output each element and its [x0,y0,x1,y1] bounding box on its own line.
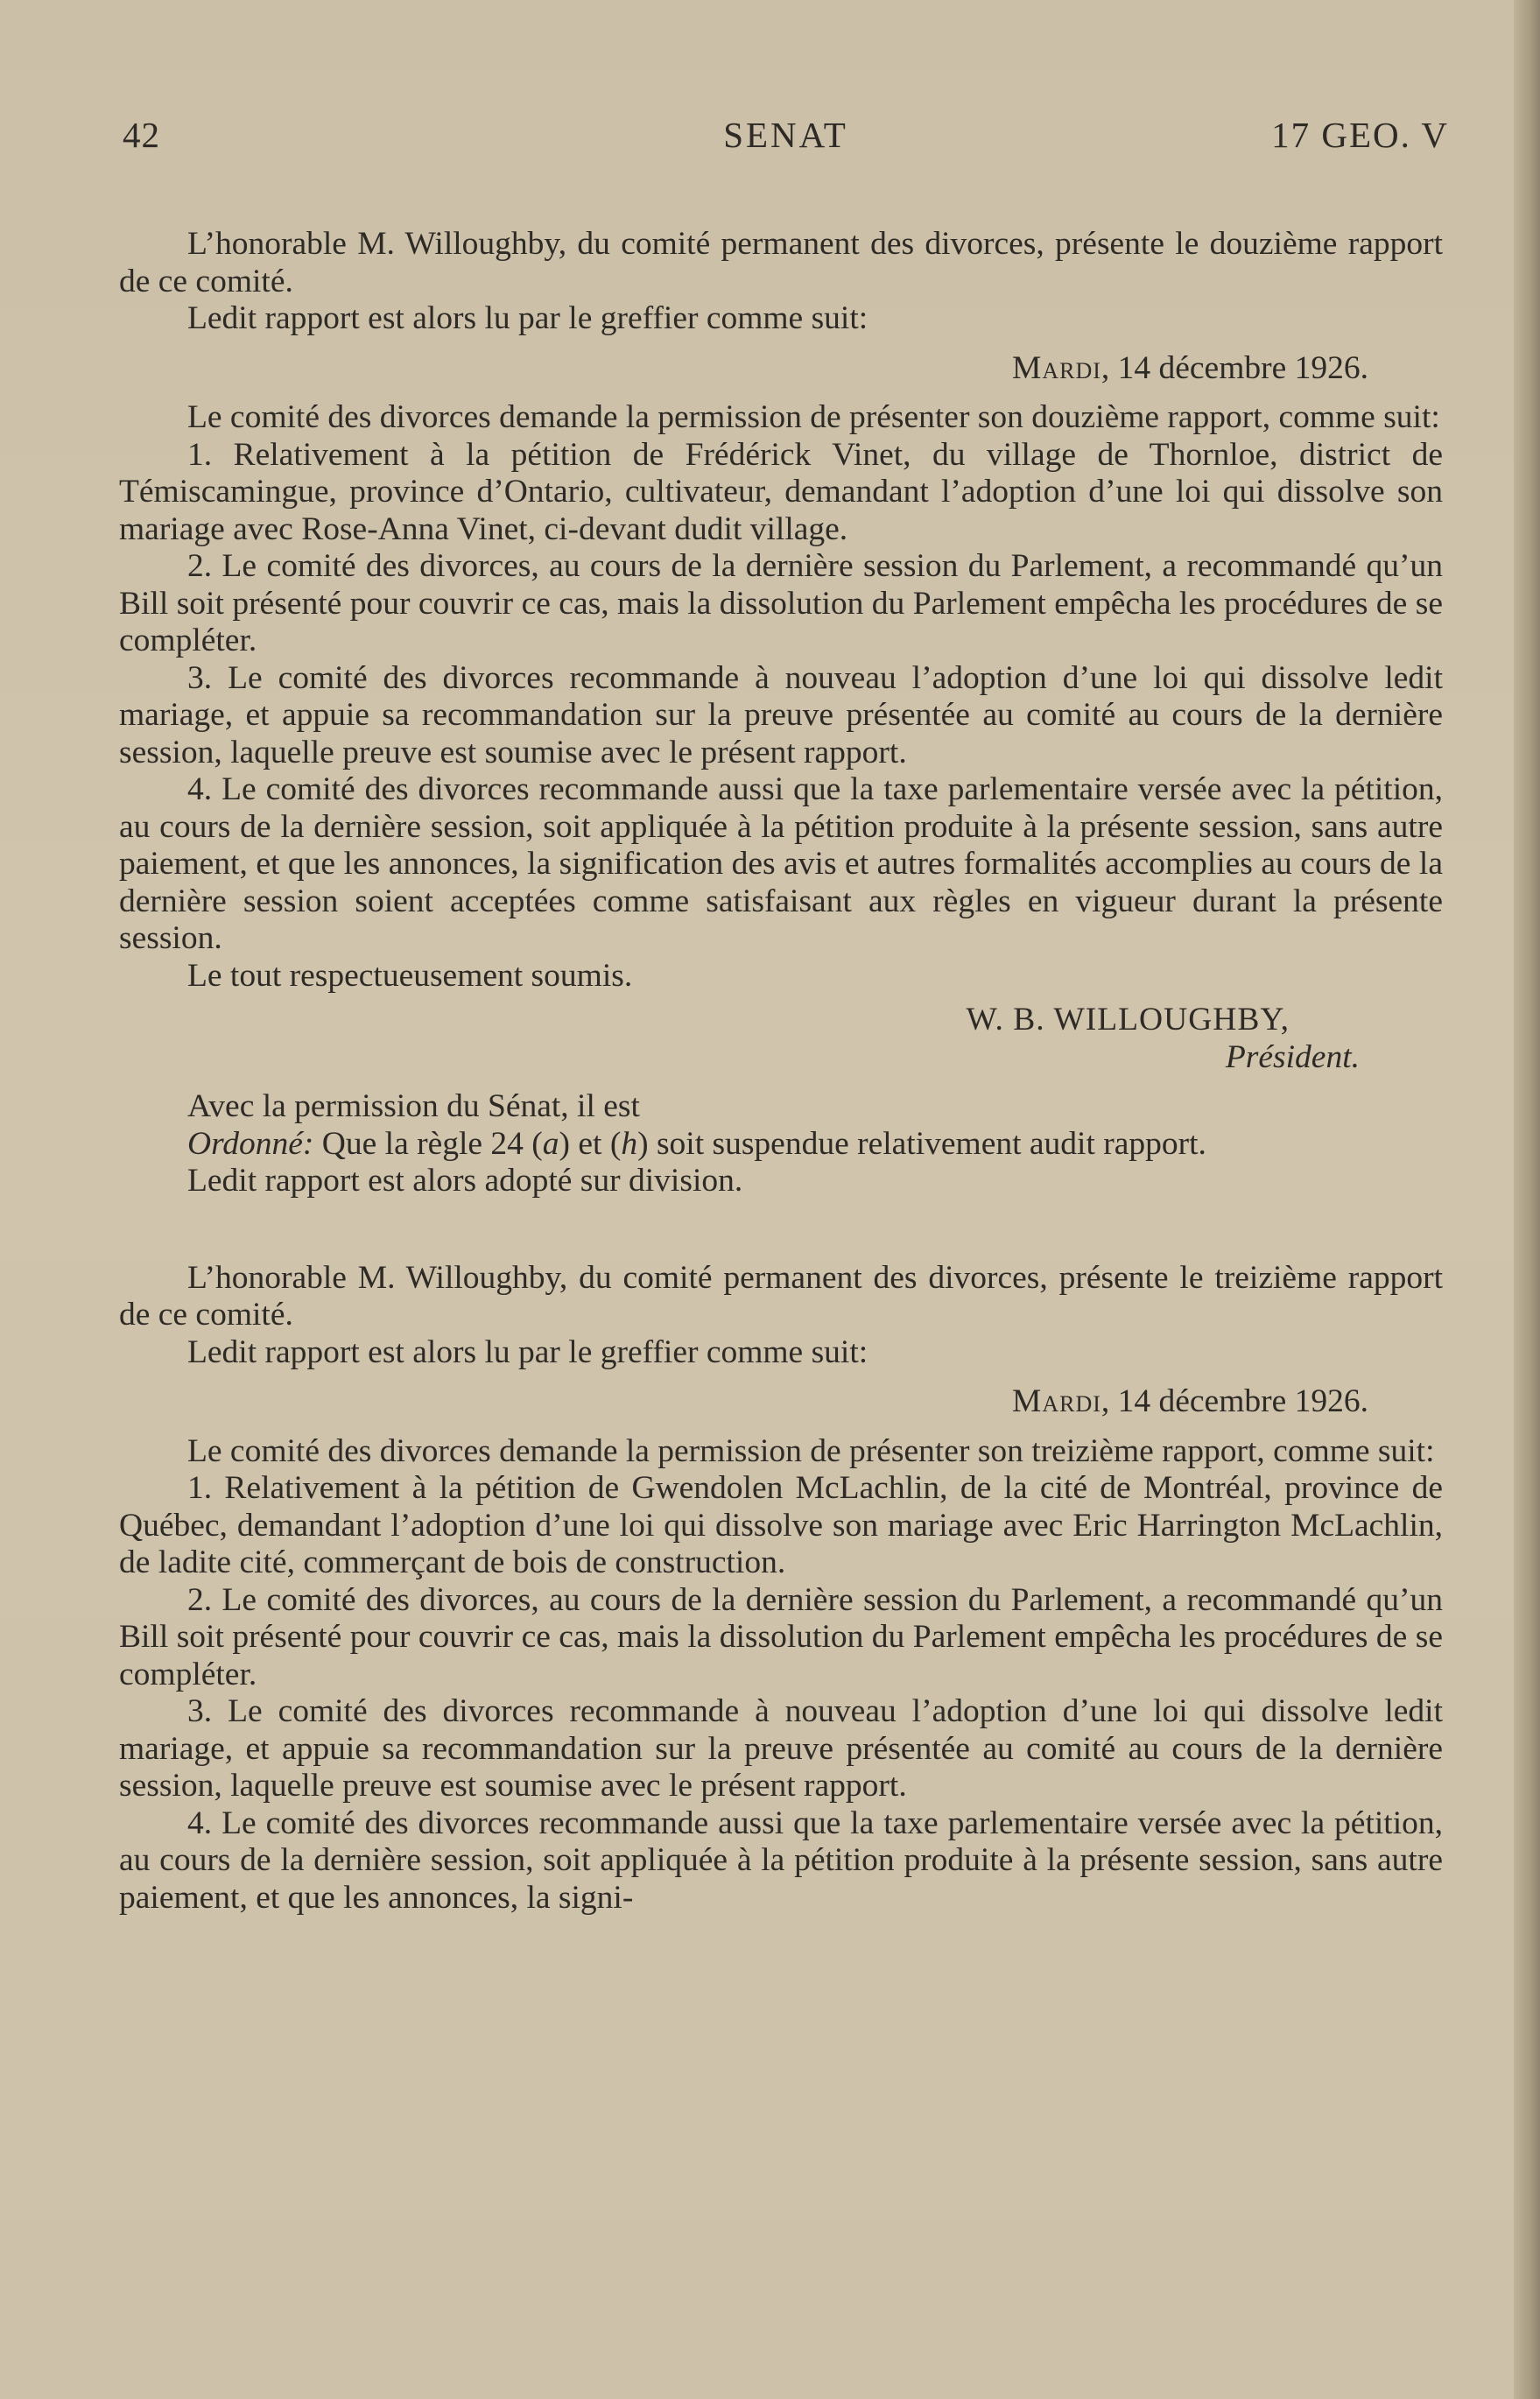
date-day: Mardi [1011,349,1101,386]
report-date [119,350,1443,388]
adopted-line: Ledit rapport est alors adopté sur division. [187,1163,743,1199]
report-read-line: Ledit rapport est alors lu par le greffier comme suit: [187,300,868,336]
order-rule-h: h [621,1125,638,1162]
order-line [119,1126,1443,1164]
report-item: 3. Le comité des divorces recommande à nouveau l’adoption d’une loi qui dissolve ledit mariage, et appuie sa recommandation sur la preuve présentée au comité au cours de la dernière session, laquelle preuve est soumise avec le présent rapport. [119,1693,1443,1804]
report-item: 2. Le comité des divorces, au cours de la dernière session du Parlement, a recommandé qu’un Bill soit présenté pour couvrir ce cas, mais la dissolution du Parlement empêcha les procédures de se compléter. [119,1581,1443,1692]
order-text: ) soit suspendue relativement audit rapport. [637,1125,1206,1162]
report-intro: L’honorable M. Willoughby, du comité permanent des divorces, présente le treizième rapport de ce comité. [119,1259,1443,1333]
report-item: 3. Le comité des divorces recommande à nouveau l’adoption d’une loi qui dissolve ledit mariage, et appuie sa recommandation sur la preuve présentée au comité au cours de la dernière session, laquelle preuve est soumise avec le présent rapport. [119,659,1443,770]
signature-title: Président. [1225,1038,1360,1075]
ordered-label: Ordonné: [187,1125,314,1162]
report-opening: Le comité des divorces demande la permission de présenter son treizième rapport, comme suit: [187,1432,1435,1469]
report-item: 4. Le comité des divorces recommande aussi que la taxe parlementaire versée avec la pétition, au cours de la dernière session, soit appliquée à la pétition produite à la présente session, sans autre paiement, et que les annonces, la signification des avis et autres formalités accomplies au cours de la dernière session soient acceptées comme satisfaisant aux règles en vigueur durant la présente session. [119,771,1443,956]
permission-line: Avec la permission du Sénat, il est [187,1088,640,1124]
order-text: Que la règle 24 ( [313,1125,543,1162]
page-header [123,114,1449,166]
order-text: ) et ( [559,1125,622,1162]
date-rest: , 14 décembre 1926. [1101,1383,1368,1419]
document-body [119,226,1443,1917]
page-edge [1514,0,1540,2399]
order-rule-a: a [542,1125,559,1162]
section-gap [119,1200,1443,1260]
report-thirteenth [119,1260,1443,1917]
report-item: 1. Relativement à la pétition de Gwendolen McLachlin, de la cité de Montréal, province de Québec, demandant l’adoption d’une loi qui dissolve son mariage avec Eric Harrington McLachlin, de ladite cité, commerçant de bois de construction. [119,1470,1443,1580]
report-opening: Le comité des divorces demande la permission de présenter son douzième rapport, comme suit: [187,399,1440,435]
report-date [119,1383,1443,1421]
signature-name: W. B. WILLOUGHBY, [966,1002,1290,1038]
report-twelfth [119,226,1443,1200]
report-closing: Le tout respectueusement soumis. [187,957,633,994]
date-day: Mardi [1011,1383,1101,1419]
report-intro: L’honorable M. Willoughby, du comité permanent des divorces, présente le douzième rapport de ce comité. [119,226,1443,299]
page-number: 42 [123,115,160,155]
date-rest: , 14 décembre 1926. [1101,349,1368,386]
running-title: SENAT [723,115,848,155]
report-item: 4. Le comité des divorces recommande aussi que la taxe parlementaire versée avec la pétition, au cours de la dernière session, soit appliquée à la pétition produite à la présente session, sans autre paiement, et que les annonces, la signi- [119,1805,1443,1916]
regnal-year: 17 GEO. V [1271,115,1449,155]
report-read-line: Ledit rapport est alors lu par le greffier comme suit: [187,1333,868,1370]
report-item: 1. Relativement à la pétition de Frédérick Vinet, du village de Thornloe, district de Témiscamingue, province d’Ontario, cultivateur, demandant l’adoption d’une loi qui dissolve son mariage avec Rose-Anna Vinet, ci-devant dudit village. [119,436,1443,547]
report-item: 2. Le comité des divorces, au cours de la dernière session du Parlement, a recommandé qu’un Bill soit présenté pour couvrir ce cas, mais la dissolution du Parlement empêcha les procédures de se compléter. [119,548,1443,658]
